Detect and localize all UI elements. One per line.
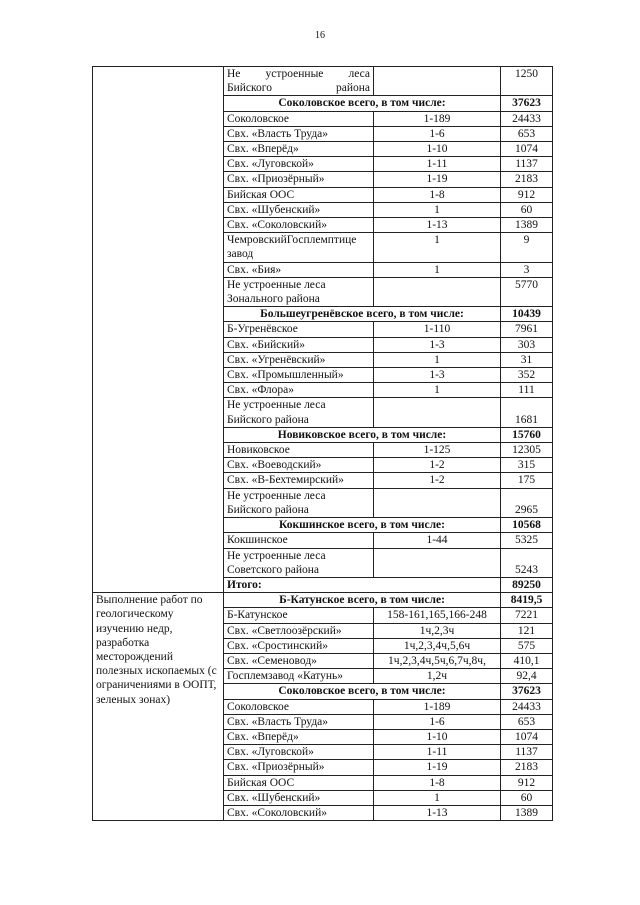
area-value: 5770 [501,277,553,306]
quarter-numbers: 158-161,165,166-248 [374,608,501,623]
quarter-numbers: 1ч,2,3ч [374,623,501,638]
area-value: 24433 [501,699,553,714]
grand-total: 89250 [501,577,553,592]
quarter-numbers: 1 [374,383,501,398]
quarter-numbers: 1-125 [374,443,501,458]
area-value: 111 [501,383,553,398]
district-name: Б-Угренёвское [224,322,374,337]
district-name: ЧемровскийГосплемптице завод [224,233,374,262]
quarter-numbers: 1 [374,262,501,277]
quarter-numbers: 1-110 [374,322,501,337]
table-row [93,67,553,96]
quarter-numbers: 1-10 [374,729,501,744]
section-total: 37623 [501,684,553,699]
area-value: 92,4 [501,669,553,684]
quarter-numbers: 1-11 [374,157,501,172]
area-value: 9 [501,233,553,262]
district-name: Свх. «Сростинский» [224,638,374,653]
section-title: Большеугренёвское всего, в том числе: [224,307,501,322]
quarter-numbers: 1,2ч [374,669,501,684]
area-value: 2183 [501,760,553,775]
district-name: Соколовское [224,699,374,714]
district-name: Свх. «Промышленный» [224,368,374,383]
section-header-row [93,593,553,608]
quarter-numbers: 1-3 [374,368,501,383]
district-name: Новиковское [224,443,374,458]
quarter-numbers: 1-8 [374,187,501,202]
quarter-numbers: 1-19 [374,760,501,775]
quarter-numbers [374,488,501,517]
quarter-numbers: 1-2 [374,458,501,473]
district-name: Б-Катунское [224,608,374,623]
quarter-numbers: 1-10 [374,142,501,157]
area-value: 1137 [501,745,553,760]
district-name: Свх. «Власть Труда» [224,714,374,729]
usage-category: Выполнение работ по геологическому изучению недр, разработка месторождений полезных ископаемых (с ограничениями в ООПТ, зеленых зонах) [93,593,224,821]
quarter-numbers: 1 [374,202,501,217]
quarter-numbers: 1 [374,233,501,262]
quarter-numbers [374,67,501,96]
quarter-numbers: 1-6 [374,714,501,729]
quarter-numbers: 1-19 [374,172,501,187]
section-title: Соколовское всего, в том числе: [224,96,501,111]
area-value: 2965 [501,488,553,517]
area-value: 3 [501,262,553,277]
quarter-numbers: 1-189 [374,699,501,714]
area-value: 410,1 [501,653,553,668]
district-name: Бийская ООС [224,187,374,202]
quarter-numbers: 1-3 [374,337,501,352]
district-name: Свх. «Флора» [224,383,374,398]
district-name: Бийская ООС [224,775,374,790]
section-total: 8419,5 [501,593,553,608]
area-value: 1137 [501,157,553,172]
section-total: 10568 [501,518,553,533]
area-value: 7961 [501,322,553,337]
quarter-numbers: 1-13 [374,218,501,233]
quarter-numbers: 1-8 [374,775,501,790]
section-total: 10439 [501,307,553,322]
area-value: 12305 [501,443,553,458]
area-value: 1389 [501,805,553,820]
district-name: Свх. «Луговской» [224,157,374,172]
area-value: 1389 [501,218,553,233]
district-name: Свх. «Приозёрный» [224,172,374,187]
area-value: 1074 [501,729,553,744]
quarter-numbers [374,398,501,427]
district-name: Не устроенные леса Бийского района [224,488,374,517]
area-value: 352 [501,368,553,383]
quarter-numbers [374,548,501,577]
district-name: Не устроенные леса Бийского района [224,67,374,96]
area-value: 60 [501,790,553,805]
category-cell-empty [93,67,224,593]
district-name: Свх. «Угренёвский» [224,352,374,367]
district-name: Соколовское [224,111,374,126]
district-name: Свх. «Бийский» [224,337,374,352]
area-value: 653 [501,714,553,729]
area-value: 60 [501,202,553,217]
district-name: Свх. «Власть Труда» [224,126,374,141]
section-title: Соколовское всего, в том числе: [224,684,501,699]
area-value: 1681 [501,398,553,427]
district-name: Свх. «Соколовский» [224,218,374,233]
section-total: 15760 [501,427,553,442]
area-value: 5243 [501,548,553,577]
area-value: 315 [501,458,553,473]
area-value: 912 [501,187,553,202]
section-title: Кокшинское всего, в том числе: [224,518,501,533]
area-value: 24433 [501,111,553,126]
district-name: Не устроенные леса Зонального района [224,277,374,306]
forest-areas-table [92,66,553,821]
quarter-numbers [374,277,501,306]
quarter-numbers: 1 [374,352,501,367]
total-label: Итого: [224,577,501,592]
district-name: Свх. «Шубенский» [224,202,374,217]
area-value: 2183 [501,172,553,187]
district-name: Свх. «Вперёд» [224,142,374,157]
district-name: Свх. «Семеновод» [224,653,374,668]
section-total: 37623 [501,96,553,111]
district-name: Свх. «Соколовский» [224,805,374,820]
district-name: Госплемзавод «Катунь» [224,669,374,684]
district-name: Свх. «Бия» [224,262,374,277]
quarter-numbers: 1-13 [374,805,501,820]
area-value: 1074 [501,142,553,157]
area-value: 303 [501,337,553,352]
district-name: Свх. «Приозёрный» [224,760,374,775]
quarter-numbers: 1 [374,790,501,805]
district-name: Свх. «Луговской» [224,745,374,760]
quarter-numbers: 1-6 [374,126,501,141]
area-value: 121 [501,623,553,638]
area-value: 5325 [501,533,553,548]
area-value: 912 [501,775,553,790]
district-name: Свх. «Светлоозёрский» [224,623,374,638]
quarter-numbers: 1-189 [374,111,501,126]
district-name: Не устроенные леса Советского района [224,548,374,577]
quarter-numbers: 1ч,2,3,4ч,5,6ч [374,638,501,653]
area-value: 575 [501,638,553,653]
area-value: 1250 [501,67,553,96]
page-number: 16 [315,30,325,41]
quarter-numbers: 1ч,2,3,4ч,5ч,6,7ч,8ч, [374,653,501,668]
district-name: Кокшинское [224,533,374,548]
district-name: Свх. «Шубенский» [224,790,374,805]
district-name: Не устроенные леса Бийского района [224,398,374,427]
area-value: 31 [501,352,553,367]
section-title: Б-Катунское всего, в том числе: [224,593,501,608]
area-value: 653 [501,126,553,141]
district-name: Свх. «Воеводский» [224,458,374,473]
district-name: Свх. «В-Бехтемирский» [224,473,374,488]
quarter-numbers: 1-11 [374,745,501,760]
quarter-numbers: 1-2 [374,473,501,488]
district-name: Свх. «Вперёд» [224,729,374,744]
quarter-numbers: 1-44 [374,533,501,548]
section-title: Новиковское всего, в том числе: [224,427,501,442]
area-value: 175 [501,473,553,488]
area-value: 7221 [501,608,553,623]
